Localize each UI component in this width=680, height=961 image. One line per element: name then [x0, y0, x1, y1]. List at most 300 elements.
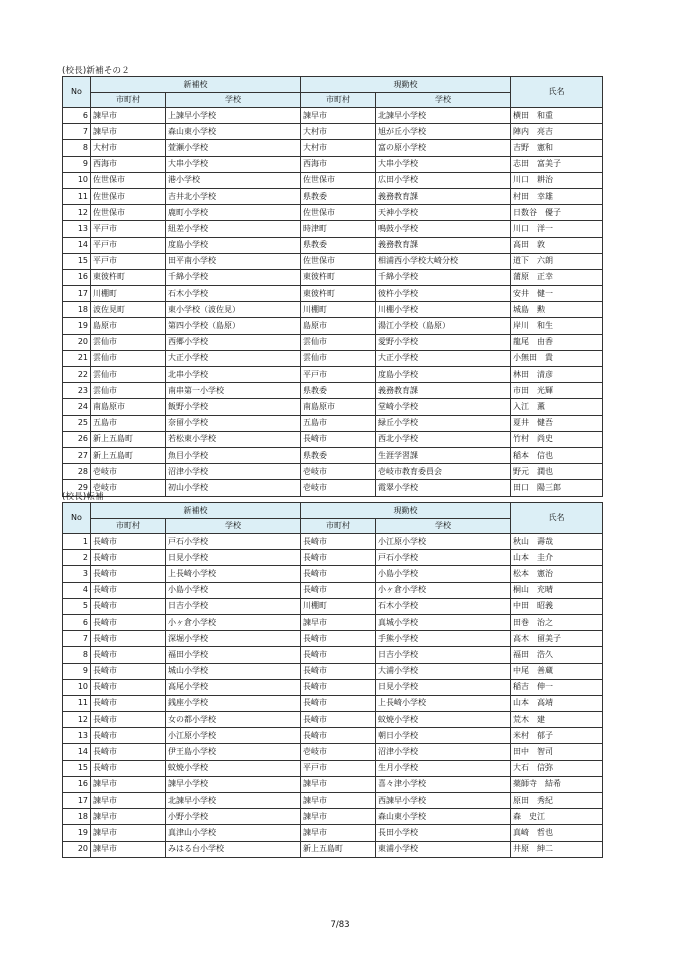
- row-no: 17: [63, 286, 91, 302]
- table-row: [63, 679, 603, 695]
- person-name: 真崎 哲也: [511, 825, 603, 841]
- new-school: 鹿町小学校: [166, 205, 301, 221]
- new-city: 長崎市: [91, 728, 166, 744]
- current-city: 長崎市: [301, 695, 376, 711]
- current-school: 東浦小学校: [376, 841, 511, 857]
- current-city: 諫早市: [301, 776, 376, 792]
- new-city: 長崎市: [91, 582, 166, 598]
- table-row: [63, 302, 603, 318]
- current-city: 佐世保市: [301, 172, 376, 188]
- header-new-school: 新補校: [91, 503, 301, 519]
- current-city: 諫早市: [301, 614, 376, 630]
- current-school: 生涯学習課: [376, 447, 511, 463]
- row-no: 18: [63, 809, 91, 825]
- new-city: 長崎市: [91, 744, 166, 760]
- row-no: 11: [63, 188, 91, 204]
- current-school: 霞翠小学校: [376, 480, 511, 496]
- current-school: 沼津小学校: [376, 744, 511, 760]
- current-city: 長崎市: [301, 582, 376, 598]
- table-row: [63, 205, 603, 221]
- new-school: 西郷小学校: [166, 334, 301, 350]
- new-school: 深堀小学校: [166, 631, 301, 647]
- new-city: 新上五島町: [91, 447, 166, 463]
- table-row: [63, 221, 603, 237]
- row-no: 12: [63, 205, 91, 221]
- table-row: [63, 809, 603, 825]
- new-school: 大串小学校: [166, 156, 301, 172]
- row-no: 8: [63, 140, 91, 156]
- new-school: 小ヶ倉小学校: [166, 614, 301, 630]
- current-school: 朝日小学校: [376, 728, 511, 744]
- table-row: [63, 447, 603, 463]
- table-row: [63, 566, 603, 582]
- header-current-school: 現勤校: [301, 77, 511, 93]
- new-city: 雲仙市: [91, 383, 166, 399]
- new-city: 長崎市: [91, 647, 166, 663]
- header-school: 学校: [376, 519, 511, 534]
- current-city: 諫早市: [301, 825, 376, 841]
- current-school: 大正小学校: [376, 350, 511, 366]
- person-name: 志田 富美子: [511, 156, 603, 172]
- header-school: 学校: [166, 93, 301, 108]
- new-city: 雲仙市: [91, 334, 166, 350]
- new-school: 北諫早小学校: [166, 793, 301, 809]
- current-school: 生月小学校: [376, 760, 511, 776]
- row-no: 14: [63, 237, 91, 253]
- person-name: 高木 留美子: [511, 631, 603, 647]
- new-city: 佐世保市: [91, 188, 166, 204]
- current-city: 長崎市: [301, 728, 376, 744]
- new-city: 佐世保市: [91, 172, 166, 188]
- person-name: 高田 敦: [511, 237, 603, 253]
- current-school: 手熊小学校: [376, 631, 511, 647]
- row-no: 23: [63, 383, 91, 399]
- new-city: 長崎市: [91, 550, 166, 566]
- row-no: 27: [63, 447, 91, 463]
- new-city: 雲仙市: [91, 350, 166, 366]
- current-city: 川棚町: [301, 302, 376, 318]
- current-city: 西海市: [301, 156, 376, 172]
- table-row: [63, 156, 603, 172]
- header-city: 市町村: [301, 519, 376, 534]
- person-name: 小無田 貴: [511, 350, 603, 366]
- new-school: みはる台小学校: [166, 841, 301, 857]
- person-name: 山本 圭介: [511, 550, 603, 566]
- new-school: 日吉小学校: [166, 598, 301, 614]
- table-body: [63, 108, 603, 497]
- table-row: [63, 172, 603, 188]
- new-school: 森山東小学校: [166, 124, 301, 140]
- current-school: 森山東小学校: [376, 809, 511, 825]
- new-school: 千綿小学校: [166, 269, 301, 285]
- current-school: 鳴鼓小学校: [376, 221, 511, 237]
- row-no: 17: [63, 793, 91, 809]
- current-school: 義務教育課: [376, 383, 511, 399]
- new-school: 女の都小学校: [166, 712, 301, 728]
- current-city: 大村市: [301, 124, 376, 140]
- row-no: 20: [63, 841, 91, 857]
- current-school: 小島小学校: [376, 566, 511, 582]
- new-school: 若松東小学校: [166, 431, 301, 447]
- header-city: 市町村: [91, 519, 166, 534]
- table-row: [63, 334, 603, 350]
- current-city: 平戸市: [301, 367, 376, 383]
- table-row: [63, 663, 603, 679]
- header-city: 市町村: [91, 93, 166, 108]
- row-no: 6: [63, 614, 91, 630]
- new-city: 平戸市: [91, 237, 166, 253]
- new-city: 佐世保市: [91, 205, 166, 221]
- row-no: 18: [63, 302, 91, 318]
- table-row: [63, 318, 603, 334]
- table-row: [63, 140, 603, 156]
- new-city: 長崎市: [91, 679, 166, 695]
- person-name: 田巻 治之: [511, 614, 603, 630]
- new-school: 沼津小学校: [166, 464, 301, 480]
- current-city: 長崎市: [301, 431, 376, 447]
- new-school: 真津山小学校: [166, 825, 301, 841]
- new-city: 長崎市: [91, 534, 166, 550]
- person-name: 城島 勲: [511, 302, 603, 318]
- table-row: [63, 760, 603, 776]
- current-school: 喜々津小学校: [376, 776, 511, 792]
- current-school: 長田小学校: [376, 825, 511, 841]
- new-school: 大正小学校: [166, 350, 301, 366]
- current-school: 相浦西小学校大崎分校: [376, 253, 511, 269]
- new-school: 吉井北小学校: [166, 188, 301, 204]
- table-body: [63, 534, 603, 858]
- table-row: [63, 464, 603, 480]
- current-school: 広田小学校: [376, 172, 511, 188]
- table-row: [63, 399, 603, 415]
- current-city: 県教委: [301, 447, 376, 463]
- person-name: 稲本 信也: [511, 447, 603, 463]
- current-school: 義務教育課: [376, 188, 511, 204]
- new-city: 諫早市: [91, 825, 166, 841]
- person-name: 稲吉 伸一: [511, 679, 603, 695]
- current-city: 長崎市: [301, 663, 376, 679]
- table-row: [63, 534, 603, 550]
- row-no: 8: [63, 647, 91, 663]
- new-school: 銭座小学校: [166, 695, 301, 711]
- person-name: 竹村 尚史: [511, 431, 603, 447]
- current-school: 湯江小学校（島原）: [376, 318, 511, 334]
- person-name: 荒木 建: [511, 712, 603, 728]
- current-school: 緑丘小学校: [376, 415, 511, 431]
- new-city: 平戸市: [91, 221, 166, 237]
- current-school: 日吉小学校: [376, 647, 511, 663]
- table-row: [63, 598, 603, 614]
- new-city: 諫早市: [91, 124, 166, 140]
- person-name: 田口 陽三郎: [511, 480, 603, 496]
- table-row: [63, 582, 603, 598]
- new-school: 福田小学校: [166, 647, 301, 663]
- new-city: 壱岐市: [91, 464, 166, 480]
- new-appointment-table: [62, 76, 603, 497]
- new-school: 城山小学校: [166, 663, 301, 679]
- person-name: 岸川 和生: [511, 318, 603, 334]
- current-school: 川棚小学校: [376, 302, 511, 318]
- table-row: [63, 286, 603, 302]
- new-school: 日見小学校: [166, 550, 301, 566]
- table-row: [63, 415, 603, 431]
- current-city: 川棚町: [301, 598, 376, 614]
- row-no: 4: [63, 582, 91, 598]
- new-school: 奈留小学校: [166, 415, 301, 431]
- table-row: [63, 550, 603, 566]
- current-city: 東彼杵町: [301, 269, 376, 285]
- table-row: [63, 614, 603, 630]
- new-city: 長崎市: [91, 566, 166, 582]
- person-name: 龍尾 由香: [511, 334, 603, 350]
- current-school: 戸石小学校: [376, 550, 511, 566]
- current-city: 県教委: [301, 188, 376, 204]
- row-no: 10: [63, 172, 91, 188]
- person-name: 村田 幸雄: [511, 188, 603, 204]
- person-name: 野元 潤也: [511, 464, 603, 480]
- person-name: 日数谷 優子: [511, 205, 603, 221]
- table-row: [63, 269, 603, 285]
- table-row: [63, 108, 603, 124]
- table-row: [63, 728, 603, 744]
- table-row: [63, 647, 603, 663]
- row-no: 15: [63, 253, 91, 269]
- new-school: 伊王島小学校: [166, 744, 301, 760]
- new-city: 長崎市: [91, 614, 166, 630]
- row-no: 21: [63, 350, 91, 366]
- current-city: 諫早市: [301, 108, 376, 124]
- new-city: 諫早市: [91, 793, 166, 809]
- person-name: 原田 秀紀: [511, 793, 603, 809]
- current-school: 旭が丘小学校: [376, 124, 511, 140]
- current-school: 西北小学校: [376, 431, 511, 447]
- current-school: 彼杵小学校: [376, 286, 511, 302]
- new-school: 飯野小学校: [166, 399, 301, 415]
- new-city: 島原市: [91, 318, 166, 334]
- new-city: 東彼杵町: [91, 269, 166, 285]
- new-school: 石木小学校: [166, 286, 301, 302]
- current-city: 長崎市: [301, 679, 376, 695]
- current-city: 壱岐市: [301, 464, 376, 480]
- current-school: 蚊焼小学校: [376, 712, 511, 728]
- current-school: 石木小学校: [376, 598, 511, 614]
- new-school: 萱瀬小学校: [166, 140, 301, 156]
- new-city: 諫早市: [91, 776, 166, 792]
- person-name: 市田 光輝: [511, 383, 603, 399]
- new-school: 初山小学校: [166, 480, 301, 496]
- table-row: [63, 793, 603, 809]
- person-name: 森 史江: [511, 809, 603, 825]
- header-no: No: [63, 77, 91, 108]
- row-no: 15: [63, 760, 91, 776]
- new-city: 五島市: [91, 415, 166, 431]
- header-no: No: [63, 503, 91, 534]
- new-school: 北串小学校: [166, 367, 301, 383]
- table-row: [63, 480, 603, 496]
- current-city: 島原市: [301, 318, 376, 334]
- person-name: 米村 郁子: [511, 728, 603, 744]
- current-city: 時津町: [301, 221, 376, 237]
- current-city: 壱岐市: [301, 744, 376, 760]
- row-no: 12: [63, 712, 91, 728]
- table-row: [63, 253, 603, 269]
- row-no: 22: [63, 367, 91, 383]
- transfer-table: [62, 502, 603, 858]
- row-no: 11: [63, 695, 91, 711]
- row-no: 14: [63, 744, 91, 760]
- new-school: 諫早小学校: [166, 776, 301, 792]
- current-city: 諫早市: [301, 793, 376, 809]
- header-city: 市町村: [301, 93, 376, 108]
- new-city: 長崎市: [91, 760, 166, 776]
- current-city: 長崎市: [301, 712, 376, 728]
- new-school: 魚目小学校: [166, 447, 301, 463]
- new-city: 波佐見町: [91, 302, 166, 318]
- row-no: 5: [63, 598, 91, 614]
- new-city: 大村市: [91, 140, 166, 156]
- person-name: 井原 紳二: [511, 841, 603, 857]
- current-city: 長崎市: [301, 566, 376, 582]
- table-row: [63, 367, 603, 383]
- current-city: 五島市: [301, 415, 376, 431]
- new-city: 諫早市: [91, 809, 166, 825]
- person-name: 中田 昭義: [511, 598, 603, 614]
- current-city: 佐世保市: [301, 205, 376, 221]
- row-no: 29: [63, 480, 91, 496]
- table-row: [63, 350, 603, 366]
- new-school: 東小学校（波佐見）: [166, 302, 301, 318]
- row-no: 16: [63, 269, 91, 285]
- current-school: 千綿小学校: [376, 269, 511, 285]
- row-no: 6: [63, 108, 91, 124]
- table-row: [63, 695, 603, 711]
- person-name: 安井 健一: [511, 286, 603, 302]
- table-row: [63, 712, 603, 728]
- header-new-school: 新補校: [91, 77, 301, 93]
- current-school: 上長崎小学校: [376, 695, 511, 711]
- person-name: 桐山 充晴: [511, 582, 603, 598]
- person-name: 秋山 壽哉: [511, 534, 603, 550]
- current-school: 真城小学校: [376, 614, 511, 630]
- person-name: 田中 智司: [511, 744, 603, 760]
- row-no: 1: [63, 534, 91, 550]
- new-city: 雲仙市: [91, 367, 166, 383]
- new-school: 戸石小学校: [166, 534, 301, 550]
- row-no: 25: [63, 415, 91, 431]
- current-city: 平戸市: [301, 760, 376, 776]
- section-title: (校長)新補その２: [62, 66, 130, 76]
- row-no: 19: [63, 318, 91, 334]
- person-name: 川口 洋一: [511, 221, 603, 237]
- row-no: 26: [63, 431, 91, 447]
- new-city: 南島原市: [91, 399, 166, 415]
- new-city: 西海市: [91, 156, 166, 172]
- new-school: 上長崎小学校: [166, 566, 301, 582]
- row-no: 9: [63, 663, 91, 679]
- current-school: 義務教育課: [376, 237, 511, 253]
- header-school: 学校: [376, 93, 511, 108]
- person-name: 蒲原 正幸: [511, 269, 603, 285]
- new-city: 長崎市: [91, 598, 166, 614]
- current-city: 長崎市: [301, 647, 376, 663]
- row-no: 19: [63, 825, 91, 841]
- row-no: 13: [63, 221, 91, 237]
- new-school: 南串第一小学校: [166, 383, 301, 399]
- current-school: 愛野小学校: [376, 334, 511, 350]
- person-name: 吉野 憲和: [511, 140, 603, 156]
- current-city: 長崎市: [301, 534, 376, 550]
- row-no: 28: [63, 464, 91, 480]
- person-name: 夏井 健吾: [511, 415, 603, 431]
- new-city: 長崎市: [91, 712, 166, 728]
- current-city: 諫早市: [301, 809, 376, 825]
- current-city: 壱岐市: [301, 480, 376, 496]
- header-current-school: 現勤校: [301, 503, 511, 519]
- row-no: 24: [63, 399, 91, 415]
- table-row: [63, 776, 603, 792]
- current-school: 壱岐市教育委員会: [376, 464, 511, 480]
- row-no: 9: [63, 156, 91, 172]
- new-city: 長崎市: [91, 695, 166, 711]
- new-school: 田平南小学校: [166, 253, 301, 269]
- new-school: 紐差小学校: [166, 221, 301, 237]
- current-school: 北諫早小学校: [376, 108, 511, 124]
- current-city: 長崎市: [301, 631, 376, 647]
- row-no: 7: [63, 631, 91, 647]
- person-name: 林田 清彦: [511, 367, 603, 383]
- current-school: 大浦小学校: [376, 663, 511, 679]
- person-name: 松本 憲治: [511, 566, 603, 582]
- current-city: 大村市: [301, 140, 376, 156]
- new-school: 上諫早小学校: [166, 108, 301, 124]
- new-school: 第四小学校（島原）: [166, 318, 301, 334]
- new-school: 高尾小学校: [166, 679, 301, 695]
- new-city: 川棚町: [91, 286, 166, 302]
- current-city: 南島原市: [301, 399, 376, 415]
- new-school: 小島小学校: [166, 582, 301, 598]
- person-name: 陣内 亮吉: [511, 124, 603, 140]
- person-name: 中尾 善蔵: [511, 663, 603, 679]
- current-school: 小ヶ倉小学校: [376, 582, 511, 598]
- table-row: [63, 841, 603, 857]
- new-city: 壱岐市: [91, 480, 166, 496]
- new-city: 新上五島町: [91, 431, 166, 447]
- current-city: 県教委: [301, 383, 376, 399]
- row-no: 2: [63, 550, 91, 566]
- row-no: 13: [63, 728, 91, 744]
- row-no: 10: [63, 679, 91, 695]
- row-no: 3: [63, 566, 91, 582]
- current-school: 天神小学校: [376, 205, 511, 221]
- person-name: 道下 六朗: [511, 253, 603, 269]
- current-city: 東彼杵町: [301, 286, 376, 302]
- new-city: 諫早市: [91, 108, 166, 124]
- person-name: 大石 信弥: [511, 760, 603, 776]
- table-row: [63, 237, 603, 253]
- current-school: 西諫早小学校: [376, 793, 511, 809]
- new-city: 長崎市: [91, 663, 166, 679]
- current-school: 日見小学校: [376, 679, 511, 695]
- table-row: [63, 383, 603, 399]
- new-school: 小江原小学校: [166, 728, 301, 744]
- row-no: 16: [63, 776, 91, 792]
- new-city: 平戸市: [91, 253, 166, 269]
- page-number: 7/83: [330, 920, 350, 930]
- person-name: 山本 高靖: [511, 695, 603, 711]
- person-name: 薬師寺 結希: [511, 776, 603, 792]
- current-city: 長崎市: [301, 550, 376, 566]
- section-title: (校長)転補: [62, 492, 104, 502]
